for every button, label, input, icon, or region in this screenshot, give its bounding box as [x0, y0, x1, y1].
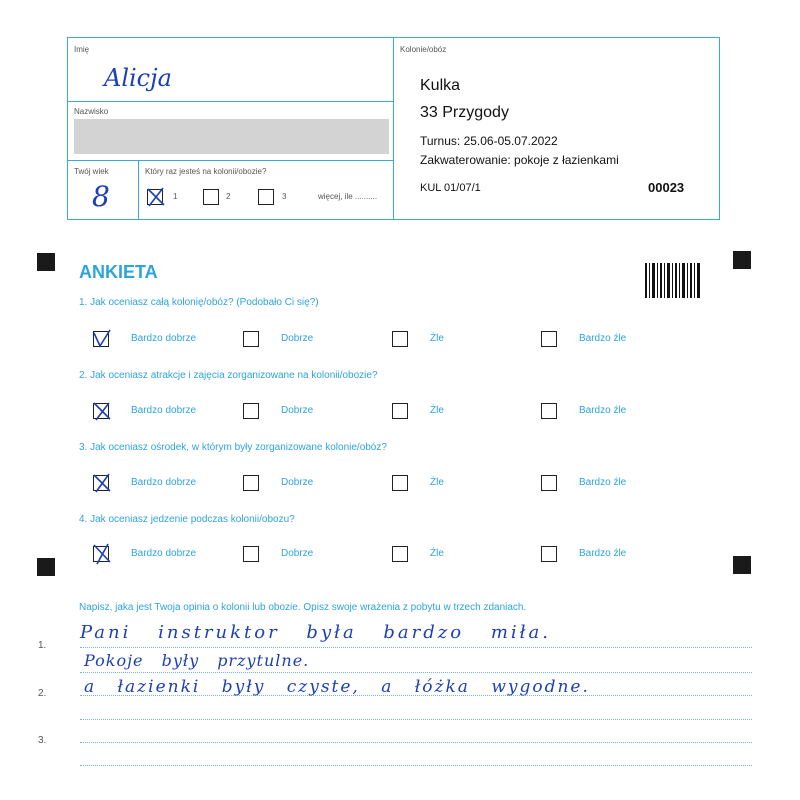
registration-marker-bottom-left: [37, 558, 55, 576]
checkmark-icon: [91, 328, 113, 350]
q4-option-bardzo-dobrze: Bardzo dobrze: [131, 548, 197, 559]
q4-option-zle: Źle: [430, 548, 444, 559]
surname-redaction: [74, 119, 389, 154]
opinion-line-number-1: 1.: [38, 640, 47, 651]
colony-label: Kolonie/obóz: [400, 45, 447, 54]
question-4-text: 4. Jak oceniasz jedzenie podczas kolonii/obozu?: [79, 514, 295, 525]
question-2-text: 2. Jak oceniasz atrakcje i zajęcia zorganizowane na kolonii/obozie?: [79, 370, 378, 381]
q4-option-dobrze: Dobrze: [281, 548, 314, 559]
q1-checkbox-dobrze[interactable]: [243, 331, 259, 347]
visit-checkbox-3[interactable]: [258, 189, 274, 205]
visit-more-label: więcej, ile ..........: [318, 192, 378, 201]
q4-option-bardzo-zle: Bardzo źle: [579, 548, 627, 559]
opinion-handwriting-2: Pokoje były przytulne.: [84, 651, 310, 670]
surname-label: Nazwisko: [74, 107, 109, 116]
colony-name: Kulka: [420, 77, 461, 94]
opinion-line-2b: [80, 719, 752, 720]
header-divider-vertical: [393, 37, 394, 219]
q1-option-bardzo-zle: Bardzo źle: [579, 333, 627, 344]
opinion-line-3a: [80, 742, 752, 743]
q3-option-bardzo-zle: Bardzo źle: [579, 477, 627, 488]
q3-checkbox-dobrze[interactable]: [243, 475, 259, 491]
opinion-line-number-2: 2.: [38, 688, 47, 699]
opinion-prompt: Napisz, jaka jest Twoja opinia o kolonii lub obozie. Opisz swoje wrażenia z pobytu w trzech zdaniach.: [79, 602, 527, 613]
visit-option-1-label: 1: [173, 192, 178, 201]
q2-checkbox-dobrze[interactable]: [243, 403, 259, 419]
visit-option-3-label: 3: [282, 192, 287, 201]
checkmark-icon: [145, 186, 167, 208]
q3-checkbox-bardzo-dobrze[interactable]: [93, 475, 109, 491]
q3-option-bardzo-dobrze: Bardzo dobrze: [131, 477, 197, 488]
q1-checkbox-bardzo-dobrze[interactable]: [93, 331, 109, 347]
header-divider-age: [138, 160, 139, 219]
question-3-text: 3. Jak oceniasz ośrodek, w którym były zorganizowane kolonie/obóz?: [79, 442, 387, 453]
q2-option-zle: Źle: [430, 405, 444, 416]
name-handwriting: Alicja: [104, 64, 172, 92]
registration-marker-bottom-right: [733, 556, 751, 574]
age-label: Twój wiek: [74, 167, 109, 176]
colony-subtitle: 33 Przygody: [420, 104, 509, 121]
q1-option-dobrze: Dobrze: [281, 333, 314, 344]
opinion-line-1a: [80, 647, 752, 648]
q4-checkbox-zle[interactable]: [392, 546, 408, 562]
q3-option-zle: Źle: [430, 477, 444, 488]
q2-option-bardzo-dobrze: Bardzo dobrze: [131, 405, 197, 416]
q3-checkbox-zle[interactable]: [392, 475, 408, 491]
colony-code: KUL 01/07/1: [420, 182, 481, 194]
q4-checkbox-dobrze[interactable]: [243, 546, 259, 562]
opinion-line-number-3: 3.: [38, 735, 47, 746]
visit-checkbox-2[interactable]: [203, 189, 219, 205]
visit-label: Który raz jesteś na kolonii/obozie?: [145, 167, 267, 176]
turnus: Turnus: 25.06-05.07.2022: [420, 134, 558, 148]
registration-marker-top-right: [733, 251, 751, 269]
q3-option-dobrze: Dobrze: [281, 477, 314, 488]
form-number: 00023: [648, 180, 685, 195]
q2-option-dobrze: Dobrze: [281, 405, 314, 416]
q2-checkbox-bardzo-zle[interactable]: [541, 403, 557, 419]
opinion-handwriting-1: Pani instruktor była bardzo miła.: [80, 622, 551, 643]
q4-checkbox-bardzo-dobrze[interactable]: [93, 546, 109, 562]
q2-checkbox-bardzo-dobrze[interactable]: [93, 403, 109, 419]
q2-option-bardzo-zle: Bardzo źle: [579, 405, 627, 416]
q1-checkbox-bardzo-zle[interactable]: [541, 331, 557, 347]
q1-option-zle: Źle: [430, 333, 444, 344]
question-1-text: 1. Jak oceniasz całą kolonię/obóz? (Podobało Ci się?): [79, 297, 319, 308]
checkmark-icon: [91, 543, 113, 565]
age-handwriting: 8: [92, 180, 110, 213]
name-label: Imię: [74, 45, 90, 54]
header-divider-surname: [67, 160, 394, 161]
opinion-line-1b: [80, 672, 752, 673]
accommodation: Zakwaterowanie: pokoje z łazienkami: [420, 153, 619, 167]
q1-option-bardzo-dobrze: Bardzo dobrze: [131, 333, 197, 344]
survey-title: ANKIETA: [79, 262, 158, 282]
checkmark-icon: [91, 472, 113, 494]
visit-checkbox-1[interactable]: [147, 189, 163, 205]
q3-checkbox-bardzo-zle[interactable]: [541, 475, 557, 491]
opinion-line-3b: [80, 765, 752, 766]
registration-marker-top-left: [37, 253, 55, 271]
q1-checkbox-zle[interactable]: [392, 331, 408, 347]
opinion-handwriting-3: a łazienki były czyste, a łóżka wygodne.: [84, 677, 590, 697]
q2-checkbox-zle[interactable]: [392, 403, 408, 419]
q4-checkbox-bardzo-zle[interactable]: [541, 546, 557, 562]
checkmark-icon: [91, 400, 113, 422]
visit-option-2-label: 2: [226, 192, 231, 201]
barcode: [645, 263, 700, 298]
header-divider-name: [67, 101, 394, 102]
